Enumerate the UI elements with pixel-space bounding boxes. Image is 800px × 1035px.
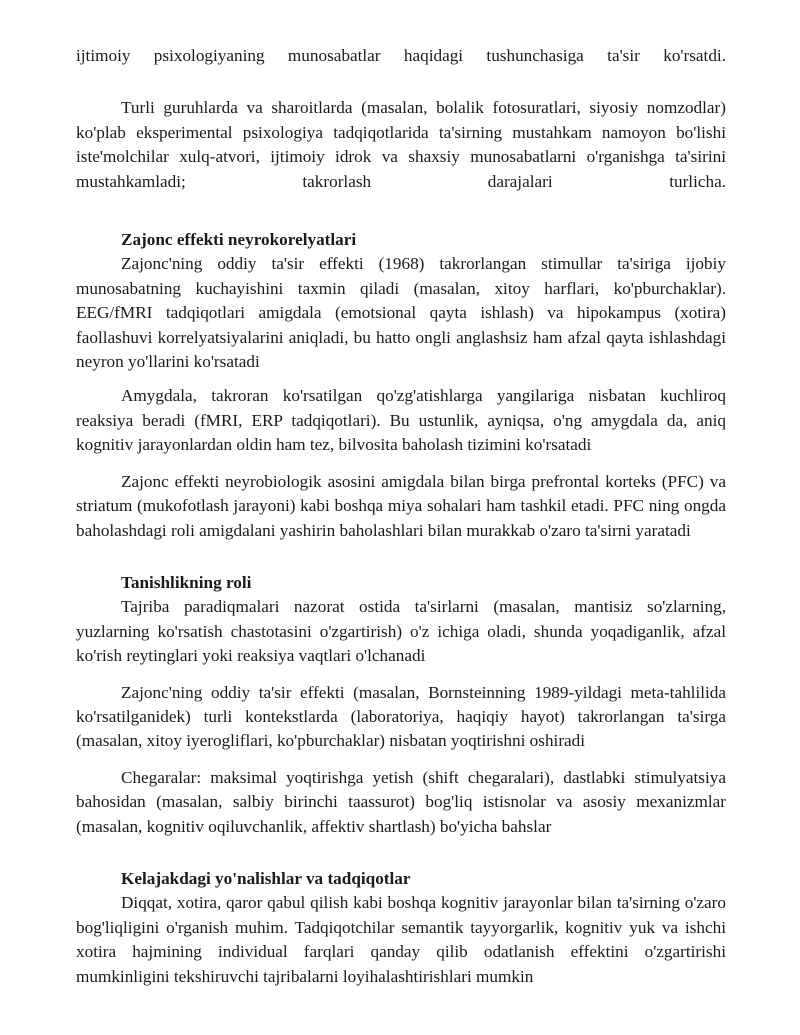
document-page bbox=[76, 44, 726, 989]
heading-future-directions: Kelajakdagi yo'nalishlar va tadqiqotlar bbox=[121, 868, 411, 888]
paragraph-continuation: ijtimoiy psixologiyaning munosabatlar haqidagi tushunchasiga ta'sir ko'rsatdi. bbox=[76, 46, 726, 65]
paragraph-zajonc-effect: Zajonc'ning oddiy ta'sir effekti (1968) takrorlangan stimullar ta'siriga ijobiy munosabatning kuchayishini taxmin qiladi (masalan, xitoy harflari, ko'pburchaklar). EEG/fMRI tadqiqotlari amigdala (emotsional qayta ishlash) va hipokampus (xotira) faollashuvi korrelyatsiyalarini aniqladi, bu hatto ongli anglashsiz ham afzal qayta ishlashdagi neyron yo'llarini ko'rsatadi bbox=[76, 254, 726, 372]
paragraph-limitations: Chegaralar: maksimal yoqtirishga yetish (shift chegaralari), dastlabki stimulyatsiya bahosidan (masalan, salbiy birinchi taassurot) bog'liq istisnolar va asosiy mexanizmlar (masalan, kognitiv oqiluvchanlik, affektiv shartlash) bo'yicha bahslar bbox=[76, 767, 726, 836]
heading-familiarity-role: Tanishlikning roli bbox=[121, 572, 252, 592]
paragraph-neurobiological-basis: Zajonc effekti neyrobiologik asosini amigdala bilan birga prefrontal korteks (PFC) va striatum (mukofotlash jarayoni) kabi boshqa miya sohalari ham tashkil etadi. PFC ning ongda baholashdagi roli amigdalani yashirin baholashlari bilan murakkab o'zaro ta'sirni yaratadi bbox=[76, 471, 726, 540]
heading-neurocorrelates: Zajonc effekti neyrokorelyatlari bbox=[121, 230, 357, 250]
paragraph-groups-conditions: Turli guruhlarda va sharoitlarda (masalan, bolalik fotosuratlari, siyosiy nomzodlar) ko'plab eksperimental psixologiya tadqiqotlarida ta'sirning mustahkam namoyon bo'lishi iste'molchilar xulq-atvori, ijtimoiy idrok va shaxsiy munosabatlarni o'rganishga ta'sirini mustahkamladi; takrorlash darajalari turlicha. bbox=[76, 98, 726, 191]
paragraph-experiment-paradigms: Tajriba paradiqmalari nazorat ostida ta'sirlarni (masalan, mantisiz so'zlarning, yuzlarning ko'rsatish chastotasini o'zgartirish) o'z ichiga oladi, shunda yoqadiganlik, afzal ko'rish reytinglari yoki reaksiya vaqtlari o'lchanadi bbox=[76, 597, 726, 666]
paragraph-amygdala: Amygdala, takroran ko'rsatilgan qo'zg'atishlarga yangilariga nisbatan kuchliroq reaksiya beradi (fMRI, ERP tadqiqotlari). Bu ustunlik, ayniqsa, o'ng amygdala da, aniq kognitiv jarayonlardan oldin ham tez, bilvosita baholash tizimini ko'rsatadi bbox=[76, 386, 726, 455]
paragraph-future-research: Diqqat, xotira, qaror qabul qilish kabi boshqa kognitiv jarayonlar bilan ta'sirning o'zaro bog'liqligini o'rganish muhim. Tadqiqotchilar semantik tayyorgarlik, kognitiv yuk va ishchi xotira hajmining individual farqlari qanday qilib odatlanish effektini o'zgartirishi mumkinligini tekshiruvchi tajribalarni loyihalashtirishlari mumkin bbox=[76, 893, 726, 986]
paragraph-bornstein-meta-analysis: Zajonc'ning oddiy ta'sir effekti (masalan, Bornsteinning 1989-yildagi meta-tahlilida ko'rsatilganidek) turli kontekstlarda (laboratoriya, haqiqiy hayot) takrorlangan ta'sirga (masalan, xitoy iyerogliflari, ko'pburchaklar) nisbatan yoqtirishni oshiradi bbox=[76, 682, 726, 751]
